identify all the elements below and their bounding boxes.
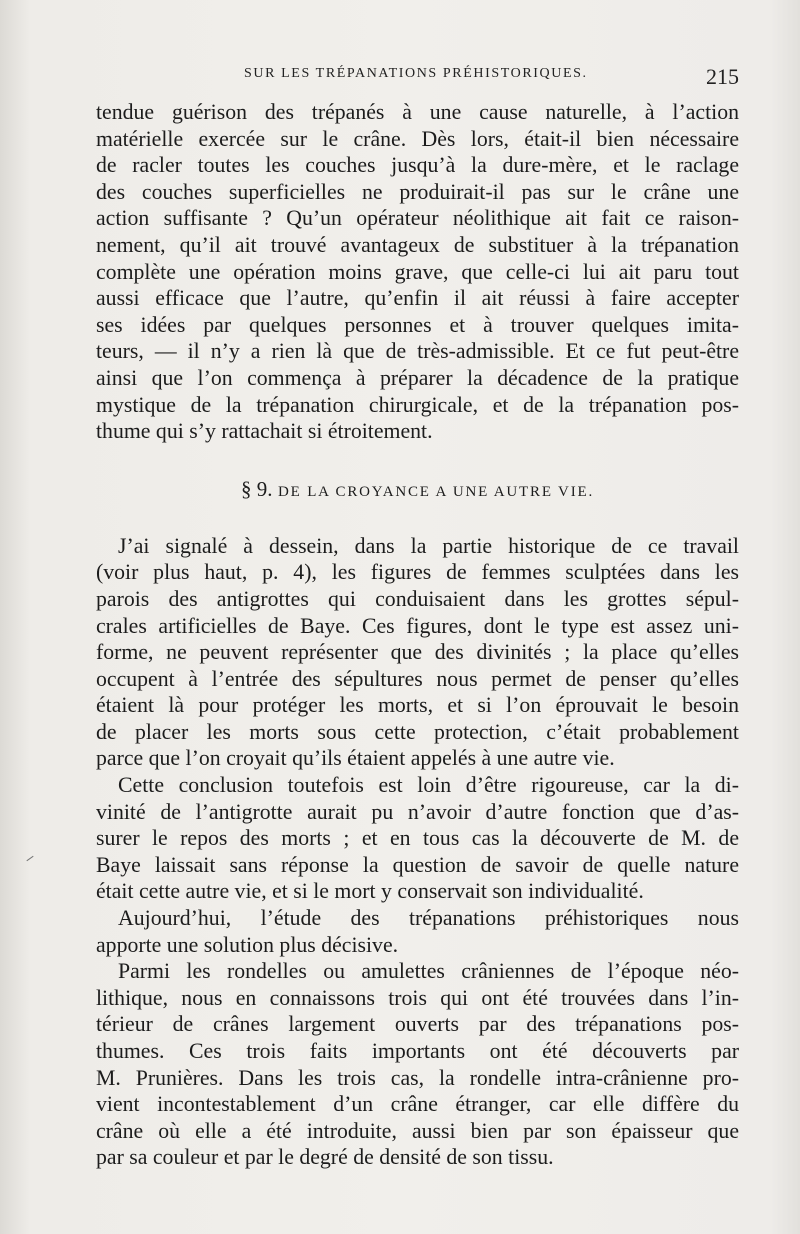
text-line: Aujourd’hui, l’étude des trépanations préhistoriques nous [118,906,739,931]
text-line: lithique, nous en connaissons trois qui ont été trouvées dans l’in- [96,985,739,1010]
text-line: forme, ne peuvent représenter que des divinités ; la place qu’elles [96,640,739,665]
body-text [96,99,739,1171]
text-line: apporte une solution plus décisive. [96,932,399,957]
text-line: surer le repos des morts ; et en tous cas la découverte de M. de [96,826,739,851]
text-line: parois des antigrottes qui conduisaient dans les grottes sépul- [96,586,739,611]
text-line: (voir plus haut, p. 4), les figures de femmes sculptées dans les [96,560,739,585]
text-line: ses idées par quelques personnes et à trouver quelques imita- [96,312,739,337]
text-line: de placer les morts sous cette protection, c’était probablement [96,719,739,744]
text-line: Parmi les rondelles ou amulettes crâniennes de l’époque néo- [118,959,739,984]
text-line: était cette autre vie, et si le mort y conservait son individualité. [96,879,644,904]
paragraph-5 [96,958,739,1171]
text-line: parce que l’on croyait qu’ils étaient appelés à une autre vie. [96,746,615,771]
text-line: action suffisante ? Qu’un opérateur néolithique ait fait ce raison- [96,206,739,231]
text-line: de racler toutes les couches jusqu’à la dure-mère, et le raclage [96,153,739,178]
text-line: crales artificielles de Baye. Ces figures, dont le type est assez uni- [96,613,739,638]
text-line: occupent à l’entrée des sépultures nous permet de penser qu’elles [96,666,739,691]
section-title: DE LA CROYANCE A UNE AUTRE VIE. [278,483,594,500]
section-number: § 9. [240,476,273,501]
paragraph-2 [96,533,739,772]
page-number: 215 [706,64,739,89]
text-line: J’ai signalé à dessein, dans la partie historique de ce travail [118,533,739,558]
text-line: étaient là pour protéger les morts, et si l’on éprouvait le besoin [96,693,739,718]
paragraph-1 [96,99,739,445]
text-line: aussi efficace que l’autre, qu’enfin il ait réussi à faire accepter [96,286,739,311]
text-line: Cette conclusion toutefois est loin d’être rigoureuse, car la di- [118,773,739,798]
text-line: teurs, — il n’y a rien là que de très-admissible. Et ce fut peut-être [96,339,739,364]
margin-pencil-mark [26,856,33,861]
text-line: M. Prunières. Dans les trois cas, la rondelle intra-crânienne pro- [96,1065,739,1090]
text-line: tendue guérison des trépanés à une cause naturelle, à l’action [96,100,739,124]
text-line: vinité de l’antigrotte aurait pu n’avoir d’autre fonction que d’as- [96,799,739,824]
text-line: vient incontestablement d’un crâne étranger, car elle diffère du [96,1092,739,1117]
text-line: thume qui s’y rattachait si étroitement. [96,419,433,444]
running-title: SUR LES TRÉPANATIONS PRÉHISTORIQUES. [244,66,588,81]
section-heading [96,476,739,502]
paragraph-3 [96,772,739,905]
text-line: térieur de crânes largement ouverts par des trépanations pos- [96,1012,739,1037]
text-line: matérielle exercée sur le crâne. Dès lors, était-il bien nécessaire [96,126,739,151]
text-line: crâne où elle a été introduite, aussi bien par son épaisseur que [96,1118,739,1143]
text-line: thumes. Ces trois faits importants ont été découverts par [96,1039,739,1063]
text-line: par sa couleur et par le degré de densité de son tissu. [96,1145,554,1170]
text-line: complète une opération moins grave, que celle-ci lui ait paru tout [96,259,739,284]
page-header [96,64,739,94]
text-line: ainsi que l’on commença à préparer la décadence de la pratique [96,365,739,390]
text-line: nement, qu’il ait trouvé avantageux de substituer à la trépanation [96,232,739,257]
text-line: des couches superficielles ne produirait-il pas sur le crâne une [96,179,739,204]
text-line: Baye laissait sans réponse la question de savoir de quelle nature [96,852,739,877]
paragraph-4 [96,905,739,958]
text-line: mystique de la trépanation chirurgicale, et de la trépanation pos- [96,392,739,417]
